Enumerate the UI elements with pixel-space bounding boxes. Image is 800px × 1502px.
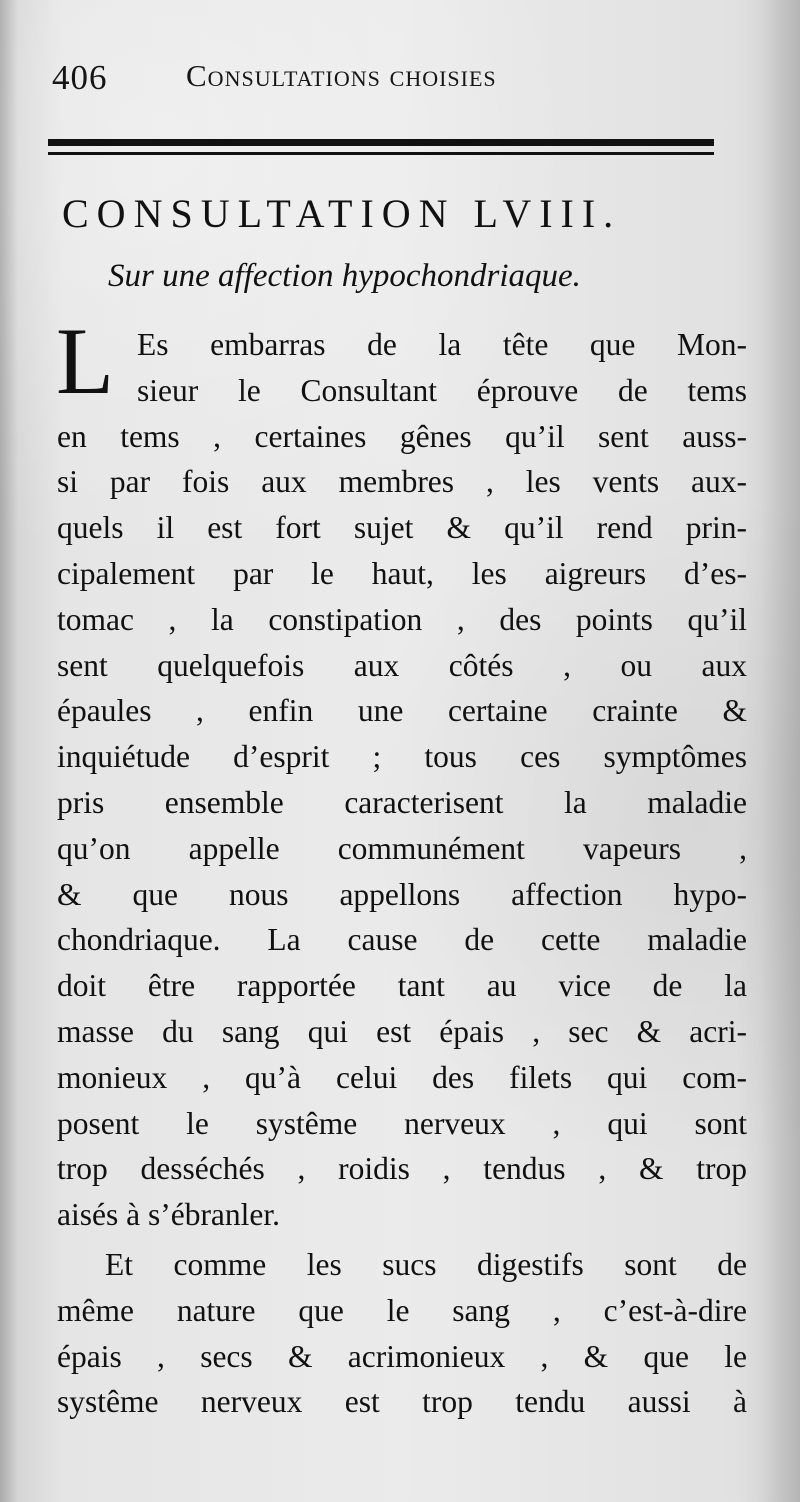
page-header [52, 54, 692, 100]
first-paragraph [56, 308, 747, 1238]
text-line: quels il est fort sujet & qu’il rend prin- [57, 510, 747, 546]
text-line: sieur le Consultant éprouve de tems [137, 372, 747, 408]
text-line: si par fois aux membres , les vents aux- [57, 464, 747, 500]
text-line: masse du sang qui est épais , sec & acri- [57, 1013, 747, 1049]
text-line: qu’on appelle communément vapeurs , [57, 830, 747, 866]
text-line: & que nous appellons affection hypo- [57, 876, 747, 912]
running-title: Consultations choisies [186, 58, 497, 93]
text-line: trop desséchés , roidis , tendus , & trop [57, 1151, 747, 1187]
drop-cap: L [56, 308, 115, 414]
text-line: inquiétude d’esprit ; tous ces symptômes [57, 739, 747, 775]
page-edge-shadow [760, 0, 800, 1502]
text-line: cipalement par le haut, les aigreurs d’es- [57, 555, 747, 591]
consultation-subtitle: Sur une affection hypochondriaque. [108, 258, 581, 294]
page-number: 406 [52, 58, 108, 97]
text-line: systême nerveux est trop tendu aussi à [57, 1384, 747, 1420]
header-rule [48, 139, 714, 159]
text-line: chondriaque. La cause de cette maladie [57, 922, 747, 958]
second-paragraph [57, 1242, 747, 1425]
text-line: épaules , enfin une certaine crainte & [57, 693, 747, 729]
text-line: sent quelquefois aux côtés , ou aux [57, 647, 747, 683]
text-line: Et comme les sucs digestifs sont de [105, 1246, 747, 1282]
text-line: pris ensemble caracterisent la maladie [57, 784, 747, 820]
text-line: aisés à s’ébranler. [57, 1197, 281, 1233]
page-body [56, 308, 747, 1425]
text-line: Es embarras de la tête que Mon- [137, 327, 747, 362]
text-line: doit être rapportée tant au vice de la [57, 968, 747, 1004]
text-line: tomac , la constipation , des points qu’il [57, 601, 747, 637]
text-line: en tems , certaines gênes qu’il sent auss- [57, 418, 747, 454]
text-line: posent le systême nerveux , qui sont [57, 1105, 747, 1141]
page-gutter-shadow [0, 0, 18, 1502]
consultation-title: CONSULTATION LVIII. [62, 191, 622, 236]
text-line: épais , secs & acrimonieux , & que le [57, 1338, 747, 1374]
text-line: même nature que le sang , c’est-à-dire [57, 1292, 747, 1328]
text-line: monieux , qu’à celui des filets qui com- [57, 1059, 747, 1095]
